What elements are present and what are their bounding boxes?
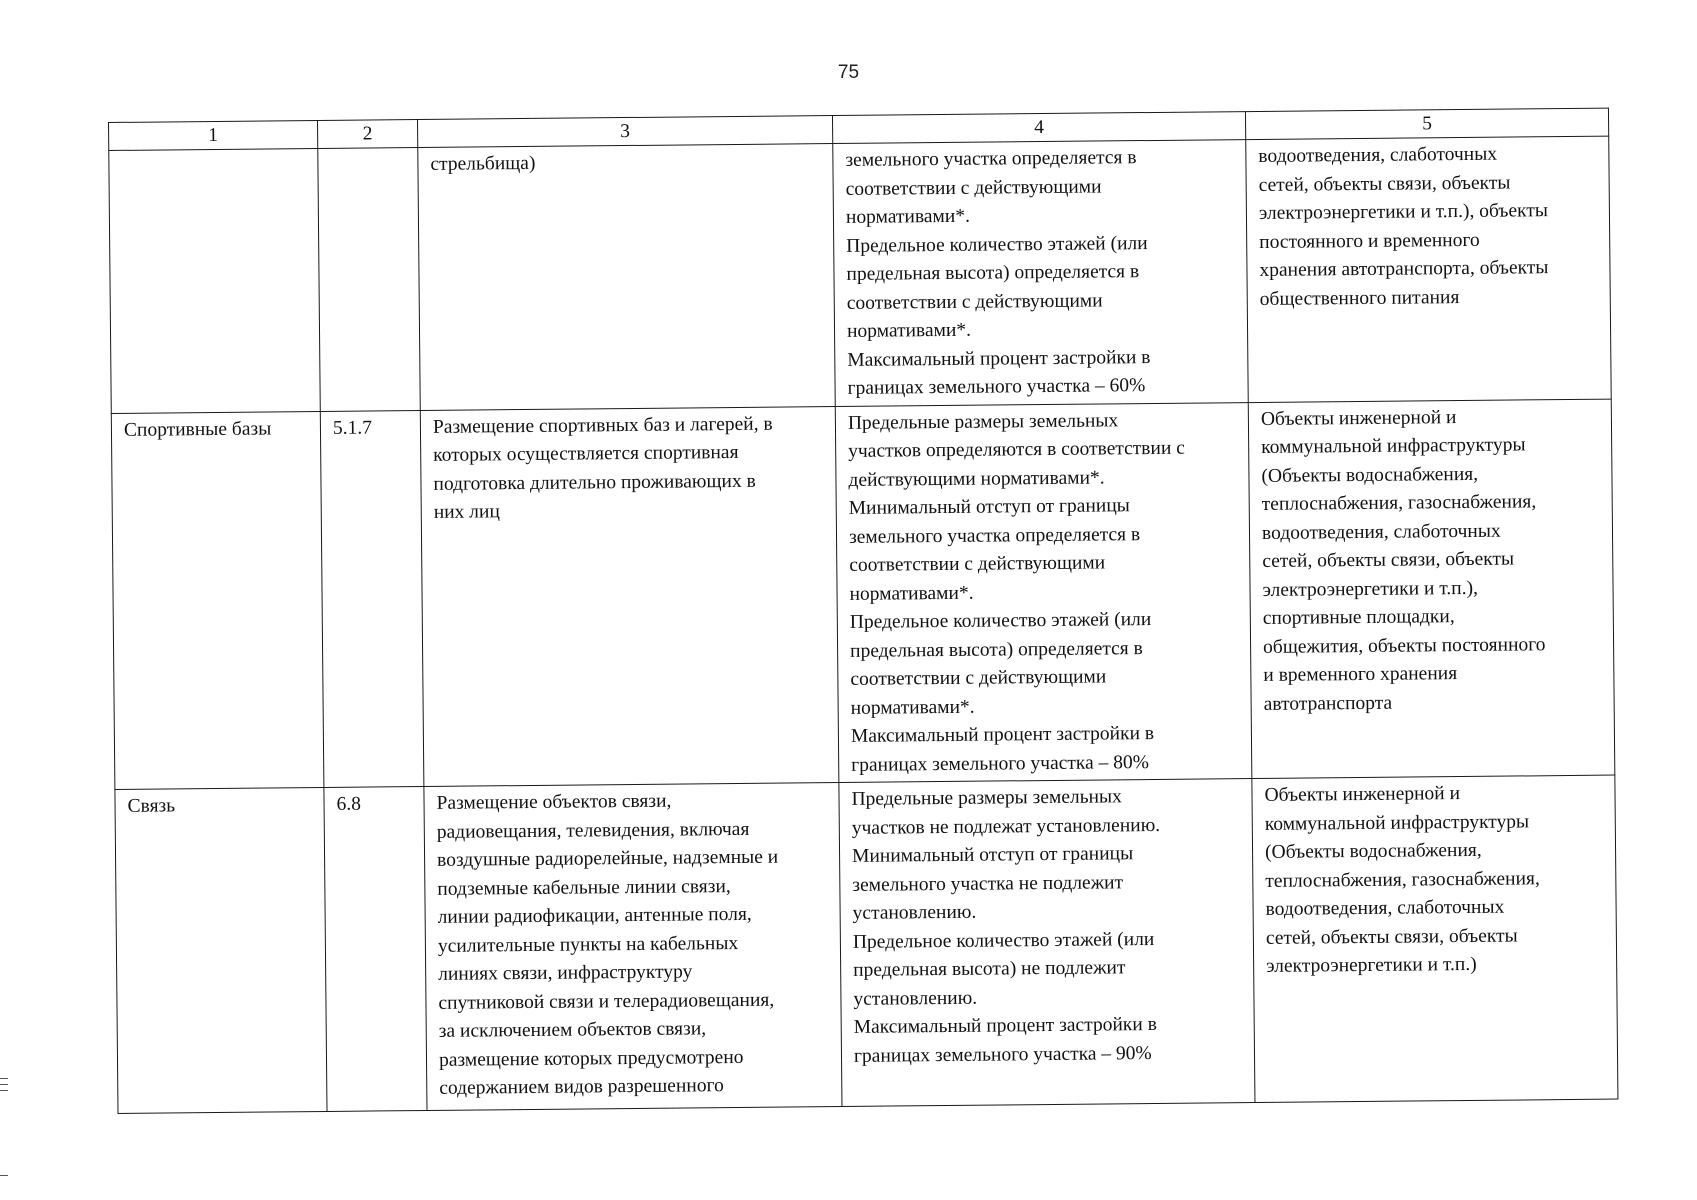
use-description-text: Размещение объектов связи, радиовещания, телевидения, включая воздушные радиорелейные, надземные и подземные кабельные линии связи, линии радиофикации, антенные поля, усилительные пункты на кабельных линиях связи, инфраструктуру спутниковой связи и телерадиовещания, за исключением объектов связи, размещение которых предусмотрено содержанием видов разрешенного xyxy=(436,790,779,1099)
use-description-text: Размещение спортивных баз и лагерей, в которых осуществляется спортивная подготовка длительно проживающих в них лиц xyxy=(432,413,773,523)
table-row xyxy=(111,399,1615,790)
cell-use-description xyxy=(420,406,839,786)
column-header-4: 4 xyxy=(832,112,1245,144)
cell-auxiliary-uses xyxy=(1252,775,1618,1102)
auxiliary-uses-text: Объекты инженерной и коммунальной инфраструктуры (Объекты водоснабжения, теплоснабжения, газоснабжения, водоотведения, слаботочных сетей, объекты связи, объекты электроэнергетики и т.п.) xyxy=(1264,783,1540,977)
scan-edge-mark xyxy=(0,1090,8,1091)
use-code-text: 6.8 xyxy=(336,793,362,815)
scan-edge-mark xyxy=(0,1078,8,1079)
table-row xyxy=(109,136,1611,413)
cell-auxiliary-uses xyxy=(1246,136,1612,402)
column-header-2: 2 xyxy=(317,120,417,149)
use-name-text: Связь xyxy=(127,795,176,817)
column-header-1: 1 xyxy=(109,120,318,150)
cell-auxiliary-uses xyxy=(1248,399,1615,779)
use-parameters-text: земельного участка определяется в соответствии с действующими нормативами*. Предельное количество этажей (или предельная высота) определяется в соответствии с действующими нормативами*. Максимальный процент застройки в границах земельного участка – 60% xyxy=(845,147,1151,399)
column-header-3: 3 xyxy=(417,116,832,148)
use-parameters-text: Предельные размеры земельных участков не подлежат установлению. Минимальный отступ от границы земельного участка не подлежит установлению. Предельное количество этажей (или предельная высота) не подлежит установлению. Максимальный процент застройки в границах земельного участка – 90% xyxy=(851,786,1161,1067)
cell-use-name xyxy=(115,787,327,1113)
cell-use-name xyxy=(111,411,324,789)
scan-edge-mark xyxy=(0,1084,8,1085)
zoning-table xyxy=(108,108,1618,1114)
cell-use-parameters xyxy=(835,402,1252,782)
cell-use-parameters xyxy=(839,779,1255,1107)
use-description-text: стрельбища) xyxy=(430,152,536,175)
cell-use-description xyxy=(424,783,842,1111)
auxiliary-uses-text: Объекты инженерной и коммунальной инфраструктуры (Объекты водоснабжения, теплоснабжения, газоснабжения, водоотведения, слаботочных сетей, объекты связи, объекты электроэнергетики и т.п.), спортивные площадки, общежития, объекты постоянного и временного хранения автотранспорта xyxy=(1260,406,1546,715)
cell-use-code xyxy=(318,148,421,411)
scan-edge-mark xyxy=(0,1175,8,1176)
cell-use-description xyxy=(418,144,836,410)
cell-use-code xyxy=(320,410,424,787)
auxiliary-uses-text: водоотведения, слаботочных сетей, объекты связи, объекты электроэнергетики и т.п.), объекты постоянного и временного хранения автотранспорта, объекты общественного питания xyxy=(1258,143,1549,310)
use-name-text: Спортивные базы xyxy=(123,417,272,441)
column-header-5: 5 xyxy=(1245,108,1608,139)
page-number: 75 xyxy=(837,62,860,83)
cell-use-code xyxy=(324,786,427,1111)
use-code-text: 5.1.7 xyxy=(332,416,373,439)
cell-use-name xyxy=(109,148,321,412)
cell-use-parameters xyxy=(833,140,1249,406)
use-parameters-text: Предельные размеры земельных участков определяются в соответствии с действующими нормативами*. Минимальный отступ от границы земельного участка определяется в соответствии с действующими нормативами*. Предельное количество этажей (или предельная высота) определяется в соответствии с действующими нормативами*. Максимальный процент застройки в границах земельного участка – 80% xyxy=(847,409,1185,776)
table-row xyxy=(115,775,1618,1113)
